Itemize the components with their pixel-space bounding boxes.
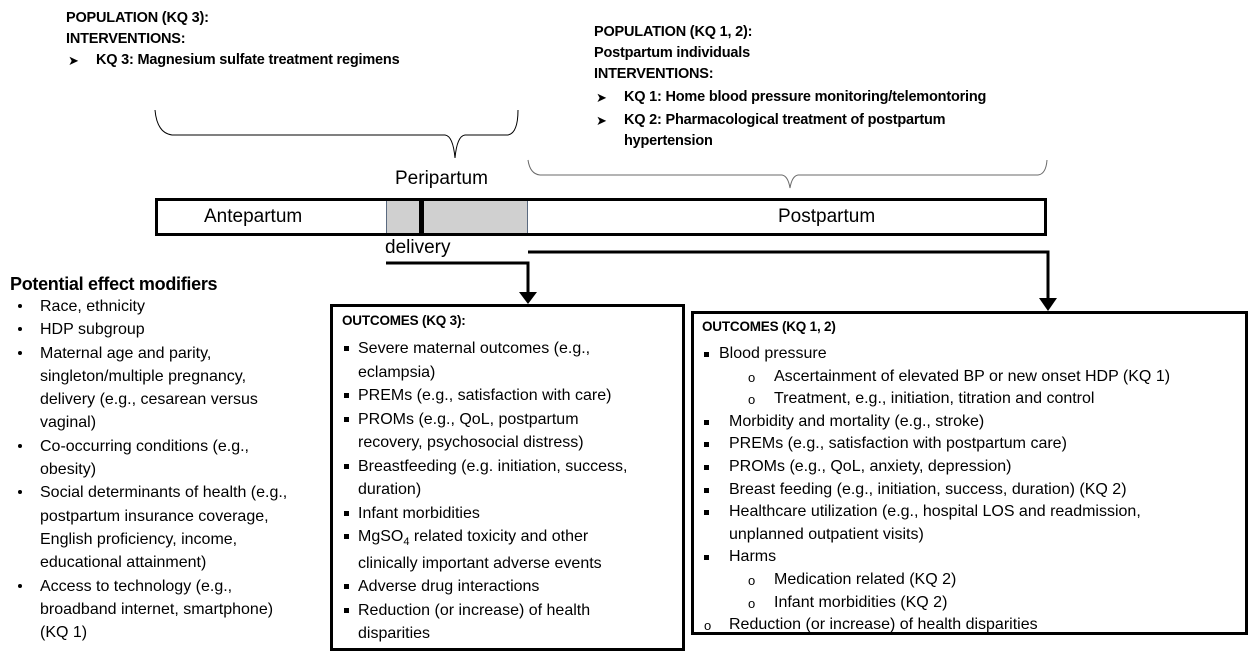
mgso4-formula: MgSO [358,528,404,545]
square-bullet-icon [344,608,349,613]
mgso4-subscript: 4 [403,536,410,549]
outcome-kq12-subitem [694,366,1247,389]
effect-modifiers-list [10,295,330,644]
effect-modifier-text: Race, ethnicity [40,298,145,315]
effect-modifier-item [10,481,330,574]
outcome-kq12-text: Ascertainment of elevated BP or new onset HDP (KQ 1) [774,367,1171,385]
arrow-bullet-icon: ➤ [68,53,79,68]
outcomes-kq3-box [330,304,685,651]
outcome-kq3-text: clinically important adverse events [358,554,602,572]
outcome-kq3-text [358,525,683,555]
square-bullet-icon [704,420,709,425]
kq12-population-label: POPULATION (KQ 1, 2): [594,24,753,40]
effect-modifier-text: delivery (e.g., cesarean versus [40,391,258,409]
kq3-connector-line [386,263,528,294]
outcome-kq3-text: PREMs (e.g., satisfaction with care) [358,387,612,404]
outcome-kq3-item [333,575,683,599]
outcome-kq12-text: Morbidity and mortality (e.g., stroke) [729,412,985,430]
effect-modifier-item [10,318,330,341]
delivery-label: delivery [385,237,451,258]
outcome-kq3-item [333,384,683,408]
postpartum-label: Postpartum [778,206,876,227]
bullet-icon [18,304,22,308]
outcome-kq12-text: Treatment, e.g., initiation, titration and control [774,390,1095,408]
outcome-kq12-subitem [694,592,1247,615]
kq3-intervention-text: KQ 3: Magnesium sulfate treatment regimens [96,52,400,68]
circle-bullet-icon: o [748,595,756,611]
effect-modifier-item [10,575,330,645]
effect-modifier-text: (KQ 1) [40,624,88,642]
outcome-kq3-text: Breastfeeding (e.g. initiation, success, [358,457,628,475]
outcome-kq12-text: Medication related (KQ 2) [774,570,957,588]
effect-modifier-text: educational attainment) [40,554,207,572]
effect-modifier-text: vaginal) [40,414,97,432]
peripartum-label: Peripartum [395,168,488,189]
kq3-arrowhead-icon [519,292,537,304]
effect-modifier-text: singleton/multiple pregnancy, [40,367,247,385]
outcome-kq12-item [694,343,1247,366]
effect-modifier-item [10,435,330,482]
outcome-kq12-subitem [694,569,1247,592]
kq12-scope-bracket [528,160,1047,188]
bullet-icon [18,327,22,331]
outcomes-kq12-title: OUTCOMES (KQ 1, 2) [702,319,836,334]
outcome-kq12-item [694,456,1247,479]
outcome-kq3-text: Severe maternal outcomes (e.g., [358,340,591,357]
effect-modifier-text: Co-occurring conditions (e.g., [40,437,249,455]
bullet-icon [18,444,22,448]
effect-modifier-text: Access to technology (e.g., [40,577,233,595]
kq12-interventions-label: INTERVENTIONS: [594,66,714,82]
square-bullet-icon [344,346,349,351]
square-bullet-icon [704,488,709,493]
effect-modifier-item [10,295,330,318]
square-bullet-icon [704,555,709,560]
effect-modifier-text: obesity) [40,461,97,479]
arrow-bullet-icon: ➤ [596,113,607,128]
circle-bullet-icon: o [704,618,712,634]
outcome-kq12-text: Healthcare utilization (e.g., hospital LOS and readmission, [729,503,1141,521]
outcome-kq12-text: Breast feeding (e.g., initiation, success, duration) (KQ 2) [729,480,1127,498]
square-bullet-icon [704,352,709,357]
circle-bullet-icon: o [748,572,756,588]
outcomes-kq12-list [694,343,1247,637]
square-bullet-icon [344,534,349,539]
outcomes-kq3-title: OUTCOMES (KQ 3): [342,313,466,328]
outcome-kq12-text: PROMs (e.g., QoL, anxiety, depression) [729,457,1012,475]
effect-modifier-text: Maternal age and parity, [40,344,212,362]
outcome-kq12-item [694,501,1247,546]
outcome-kq3-text: disparities [358,625,431,643]
outcomes-kq12-box [691,311,1248,635]
outcome-kq12-item [694,546,1247,569]
antepartum-label: Antepartum [204,206,303,227]
square-bullet-icon [344,393,349,398]
kq2-intervention-text-line2: hypertension [624,133,713,149]
outcome-kq3-item [333,408,683,455]
kq3-scope-bracket [155,110,518,158]
outcome-kq3-item [333,337,683,384]
arrow-bullet-icon: ➤ [596,90,607,105]
outcome-kq12-text: Infant morbidities (KQ 2) [774,593,948,611]
square-bullet-icon [704,465,709,470]
outcome-kq12-text: Harms [729,548,777,566]
peripartum-shaded-region [386,201,528,233]
outcome-kq12-text: Reduction (or increase) of health disparities [729,616,1038,634]
circle-bullet-icon: o [748,392,756,408]
outcome-kq3-text: Infant morbidities [358,504,480,522]
outcome-kq12-item [694,433,1247,456]
bullet-icon [18,351,22,355]
kq3-population-label: POPULATION (KQ 3): [66,10,209,26]
square-bullet-icon [344,511,349,516]
effect-modifiers-title: Potential effect modifiers [10,274,218,294]
kq12-connector-line [528,252,1048,300]
outcome-kq3-text: Reduction (or increase) of health [358,601,591,619]
outcome-kq3-item [333,455,683,502]
square-bullet-icon [344,584,349,589]
effect-modifier-text: Social determinants of health (e.g., [40,484,288,502]
outcome-kq3-text: duration) [358,481,422,498]
delivery-marker-line [419,201,424,233]
square-bullet-icon [344,464,349,469]
circle-bullet-icon: o [748,369,756,385]
effect-modifier-item [10,342,330,435]
outcome-kq12-subitem [694,388,1247,411]
outcome-kq3-text: eclampsia) [358,363,436,381]
outcome-kq3-text: Adverse drug interactions [358,578,540,596]
effect-modifier-text: HDP subgroup [40,321,145,339]
kq12-population-value: Postpartum individuals [594,45,750,61]
kq12-arrowhead-icon [1039,298,1057,311]
outcome-kq3-text: recovery, psychosocial distress) [358,434,584,451]
bullet-icon [18,490,22,494]
square-bullet-icon [344,417,349,422]
kq2-intervention-text-line1: KQ 2: Pharmacological treatment of postpartum [624,112,946,128]
outcome-kq12-item [694,479,1247,502]
kq3-interventions-label: INTERVENTIONS: [66,31,186,47]
effect-modifier-text: broadband internet, smartphone) [40,600,274,618]
effect-modifier-text: English proficiency, income, [40,530,238,548]
effect-modifiers-block [10,274,330,644]
square-bullet-icon [704,510,709,515]
outcome-kq3-item [333,502,683,526]
outcome-kq3-text-rest: related toxicity and other [409,528,589,545]
square-bullet-icon [704,442,709,447]
outcome-kq12-text: PREMs (e.g., satisfaction with postpartum care) [729,435,1067,453]
outcome-kq3-item [333,599,683,646]
outcome-kq12-text: Blood pressure [719,345,827,362]
effect-modifier-text: postpartum insurance coverage, [40,507,269,525]
outcome-kq3-item [333,525,683,575]
outcome-kq12-text: unplanned outpatient visits) [729,525,924,543]
kq1-intervention-text: KQ 1: Home blood pressure monitoring/telemontoring [624,89,987,105]
outcome-kq12-item [694,614,1247,637]
bullet-icon [18,584,22,588]
outcome-kq3-text: PROMs (e.g., QoL, postpartum [358,410,579,428]
outcome-kq12-item [694,411,1247,434]
outcomes-kq3-list [333,337,683,646]
